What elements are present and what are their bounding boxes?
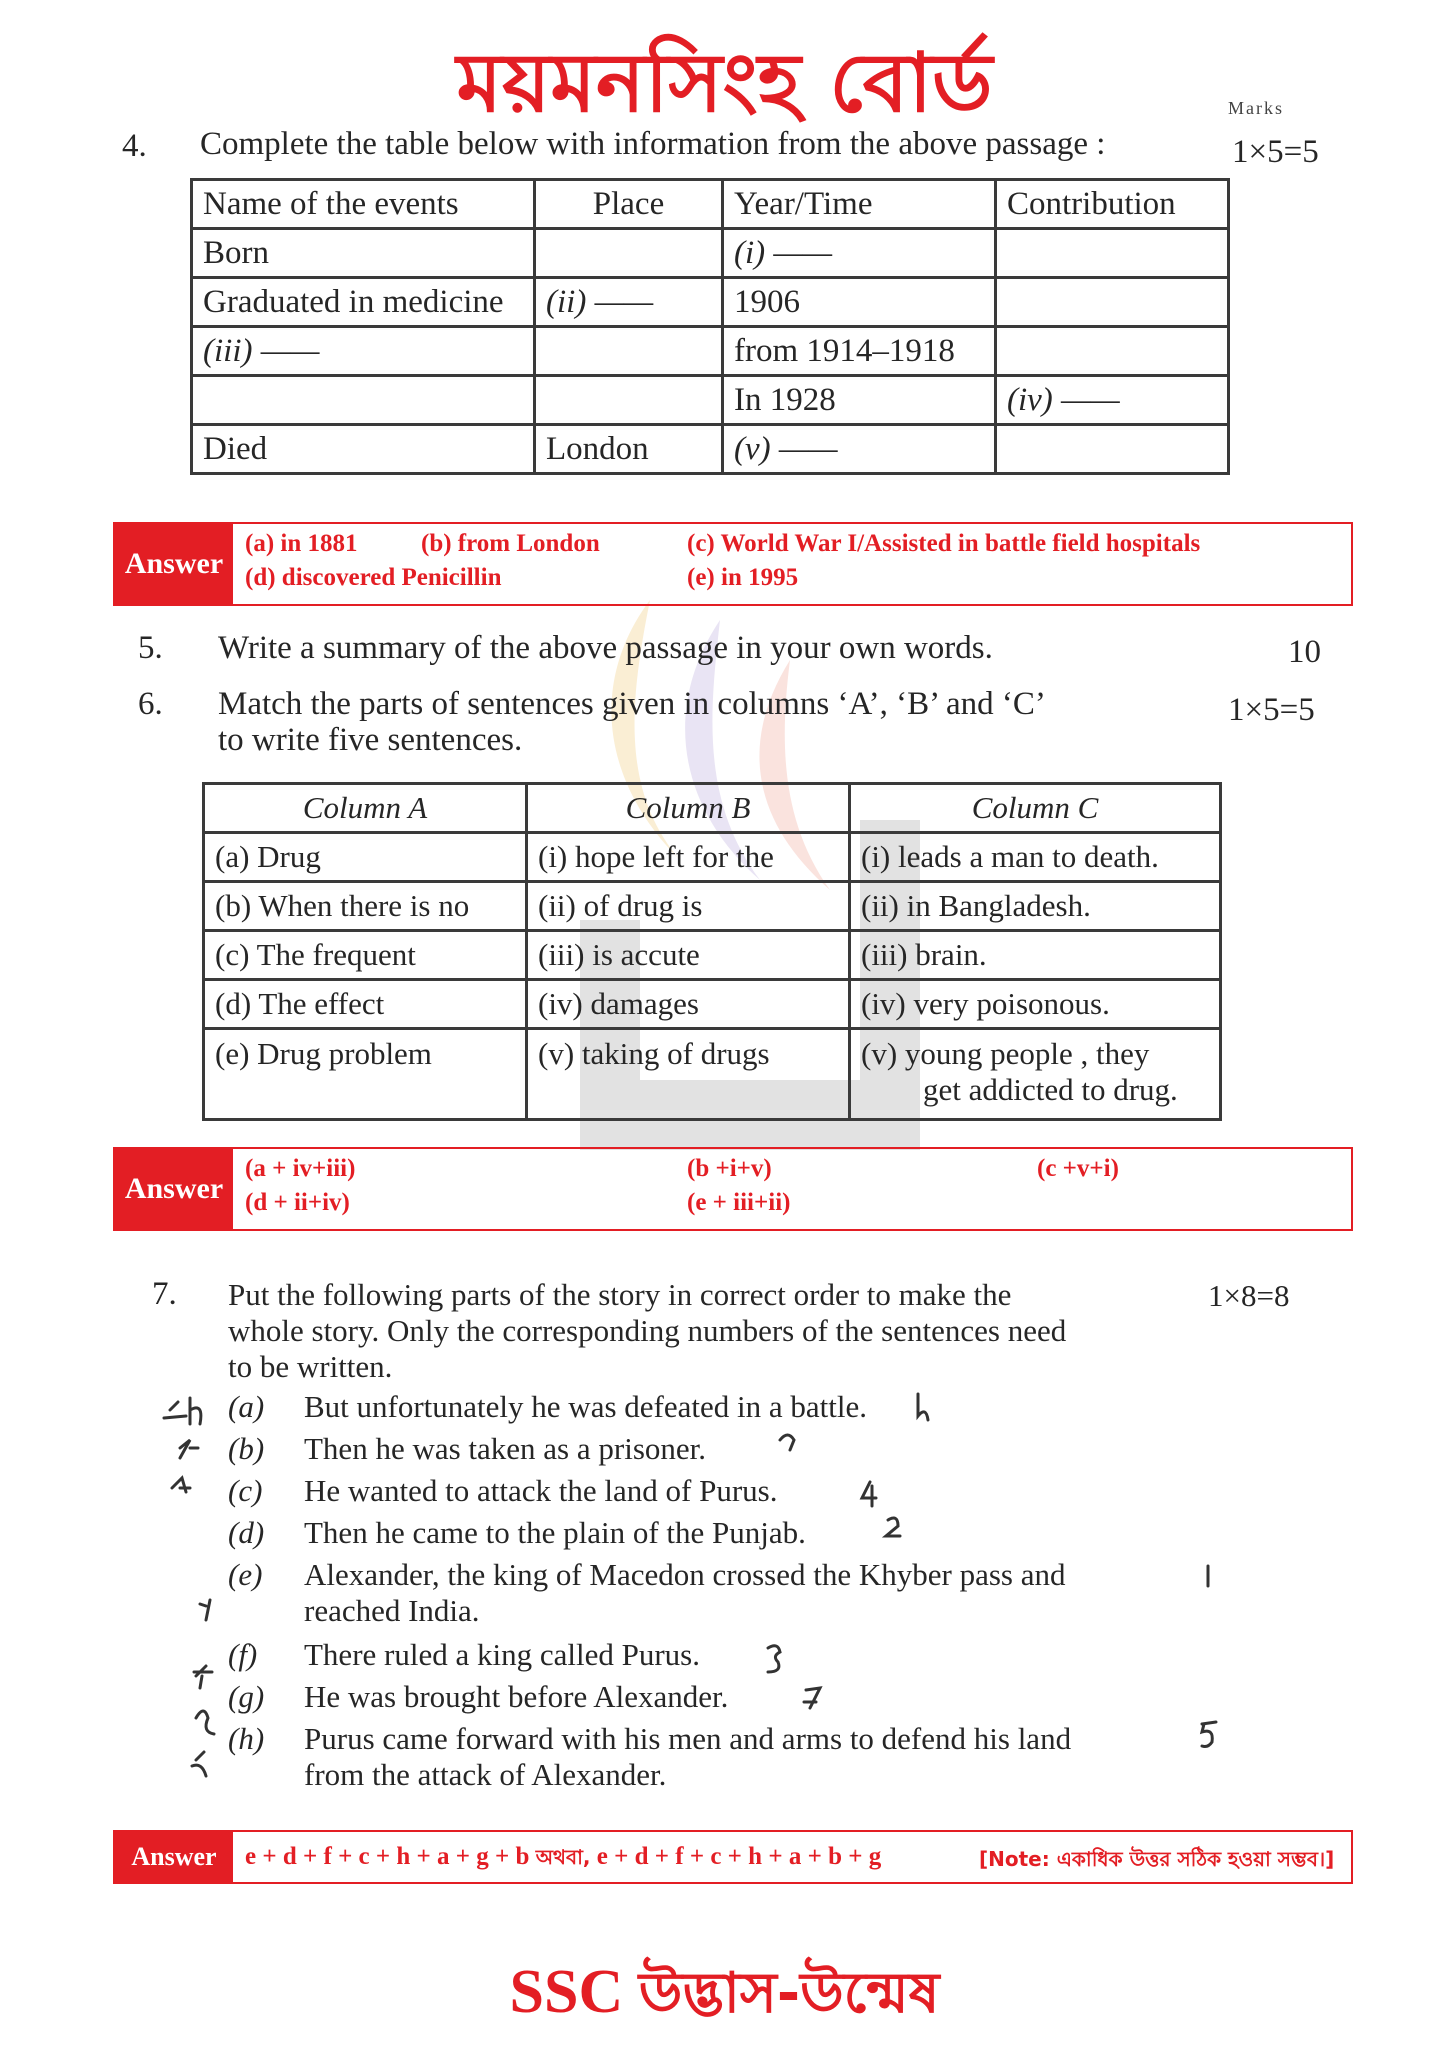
table-cell — [192, 376, 535, 425]
q7-number: 7. — [152, 1276, 177, 1312]
answer-d: (d) discovered Penicillin — [245, 564, 502, 591]
table-cell: (d) The effect — [204, 980, 527, 1029]
table-cell: (iv) —— — [996, 376, 1229, 425]
cell-line: (v) young people , they — [861, 1036, 1150, 1071]
q4-marks: 1×5=5 — [1232, 134, 1319, 170]
answer-c: (c) World War I/Assisted in battle field hospitals — [687, 530, 1201, 557]
q6-line2: to write five sentences. — [218, 722, 523, 758]
table-cell — [996, 425, 1229, 474]
table-row — [204, 980, 1221, 1029]
footer-tagline: উদ্ভাস-উন্মেষ — [638, 1961, 940, 2026]
table-cell: (v) —— — [723, 425, 996, 474]
q4-table — [190, 178, 1230, 475]
list-item: (d) Then he came to the plain of the Punjab. — [228, 1515, 806, 1550]
answer-b: (b) from London — [421, 530, 600, 557]
table-cell: 1906 — [723, 278, 996, 327]
table-header: Year/Time — [723, 180, 996, 229]
answer-c: (c +v+i) — [1037, 1155, 1119, 1182]
footer-brand — [0, 1950, 1449, 2044]
list-item: (a) But unfortunately he was defeated in a battle. — [228, 1389, 867, 1424]
table-row — [204, 931, 1221, 980]
list-item: (f) There ruled a king called Purus. — [228, 1637, 700, 1672]
table-header: Column B — [527, 784, 850, 833]
table-cell: (a) Drug — [204, 833, 527, 882]
table-row — [192, 229, 1229, 278]
table-cell: (c) The frequent — [204, 931, 527, 980]
table-header: Column A — [204, 784, 527, 833]
marks-cut-text: Marks — [1228, 98, 1284, 118]
or-word: অথবা, — [535, 1845, 591, 1869]
table-cell: London — [535, 425, 723, 474]
table-cell: (ii) —— — [535, 278, 723, 327]
table-cell: (v) taking of drugs — [527, 1029, 850, 1120]
table-cell — [996, 278, 1229, 327]
table-cell: Born — [192, 229, 535, 278]
table-cell: from 1914–1918 — [723, 327, 996, 376]
answer-tag: Answer — [115, 1149, 233, 1229]
q7-answer-box — [113, 1830, 1353, 1884]
q7-marks: 1×8=8 — [1208, 1278, 1290, 1313]
table-cell: (ii) in Bangladesh. — [850, 882, 1221, 931]
table-header: Contribution — [996, 180, 1229, 229]
table-header: Place — [535, 180, 723, 229]
list-item: (c) He wanted to attack the land of Purus. — [228, 1473, 778, 1508]
q5-text: Write a summary of the above passage in your own words. — [218, 630, 993, 666]
table-cell: In 1928 — [723, 376, 996, 425]
footer-ssc: SSC — [509, 1958, 624, 2026]
q4-text: Complete the table below with information from the above passage : — [200, 126, 1106, 162]
table-row — [204, 833, 1221, 882]
table-cell: (e) Drug problem — [204, 1029, 527, 1120]
table-row — [192, 425, 1229, 474]
table-cell: Graduated in medicine — [192, 278, 535, 327]
table-row — [192, 278, 1229, 327]
cell-line: get addicted to drug. — [923, 1072, 1178, 1107]
answer-b: (b +i+v) — [687, 1155, 772, 1182]
table-cell: (b) When there is no — [204, 882, 527, 931]
q6-line1: Match the parts of sentences given in columns ‘A’, ‘B’ and ‘C’ — [218, 686, 1046, 722]
table-cell — [535, 327, 723, 376]
list-item: from the attack of Alexander. — [304, 1757, 667, 1792]
q7-line1: Put the following parts of the story in correct order to make the — [228, 1277, 1012, 1312]
table-cell: (iv) damages — [527, 980, 850, 1029]
table-cell: (iv) very poisonous. — [850, 980, 1221, 1029]
q5-number: 5. — [138, 630, 163, 666]
answer-a: (a + iv+iii) — [245, 1155, 356, 1182]
table-cell: (i) hope left for the — [527, 833, 850, 882]
answer-e: (e) in 1995 — [687, 564, 799, 591]
answer-tag: Answer — [115, 524, 233, 604]
q4-answer-box — [113, 522, 1353, 606]
table-cell — [535, 376, 723, 425]
table-row — [192, 376, 1229, 425]
table-cell — [850, 1029, 1221, 1120]
table-header-row — [192, 180, 1229, 229]
answer-a: (a) in 1881 — [245, 530, 358, 557]
answer-sequence-1: e + d + f + c + h + a + g + b অথবা, e + d + f + c + h + a + b + g — [245, 1843, 882, 1870]
q6-answer-box — [113, 1147, 1353, 1231]
table-row — [204, 882, 1221, 931]
answer-note: [Note: একাধিক উত্তর সঠিক হওয়া সম্ভব।] — [979, 1847, 1335, 1871]
q6-marks: 1×5=5 — [1228, 692, 1315, 728]
table-cell: (iii) is accute — [527, 931, 850, 980]
handwritten-marks — [150, 1390, 1260, 1810]
answer-e: (e + iii+ii) — [687, 1189, 791, 1216]
table-cell — [996, 327, 1229, 376]
table-header-row — [204, 784, 1221, 833]
table-header: Name of the events — [192, 180, 535, 229]
answer-d: (d + ii+iv) — [245, 1189, 350, 1216]
table-row — [204, 1029, 1221, 1120]
list-item: reached India. — [304, 1593, 480, 1628]
q5-marks: 10 — [1288, 634, 1321, 670]
table-cell: (i) leads a man to death. — [850, 833, 1221, 882]
answer-tag: Answer — [115, 1832, 233, 1882]
q7-line3: to be written. — [228, 1349, 393, 1384]
q7-line2: whole story. Only the corresponding numbers of the sentences need — [228, 1313, 1067, 1348]
table-cell: Died — [192, 425, 535, 474]
list-item: (e) Alexander, the king of Macedon crossed the Khyber pass and — [228, 1557, 1066, 1592]
q6-table — [202, 782, 1222, 1121]
q6-number: 6. — [138, 686, 163, 722]
table-header: Column C — [850, 784, 1221, 833]
table-row — [192, 327, 1229, 376]
table-cell: (i) —— — [723, 229, 996, 278]
list-item: (h) Purus came forward with his men and arms to defend his land — [228, 1721, 1072, 1756]
table-cell — [535, 229, 723, 278]
board-title: ময়মনসিংহ বোর্ড — [456, 36, 993, 131]
table-cell: (iii) brain. — [850, 931, 1221, 980]
table-cell: (iii) —— — [192, 327, 535, 376]
list-item: (b) Then he was taken as a prisoner. — [228, 1431, 707, 1466]
q4-number: 4. — [122, 128, 147, 164]
list-item: (g) He was brought before Alexander. — [228, 1679, 729, 1714]
table-cell — [996, 229, 1229, 278]
table-cell: (ii) of drug is — [527, 882, 850, 931]
answer-sequence-2: e + d + f + c + h + a + b + g — [596, 1843, 882, 1870]
